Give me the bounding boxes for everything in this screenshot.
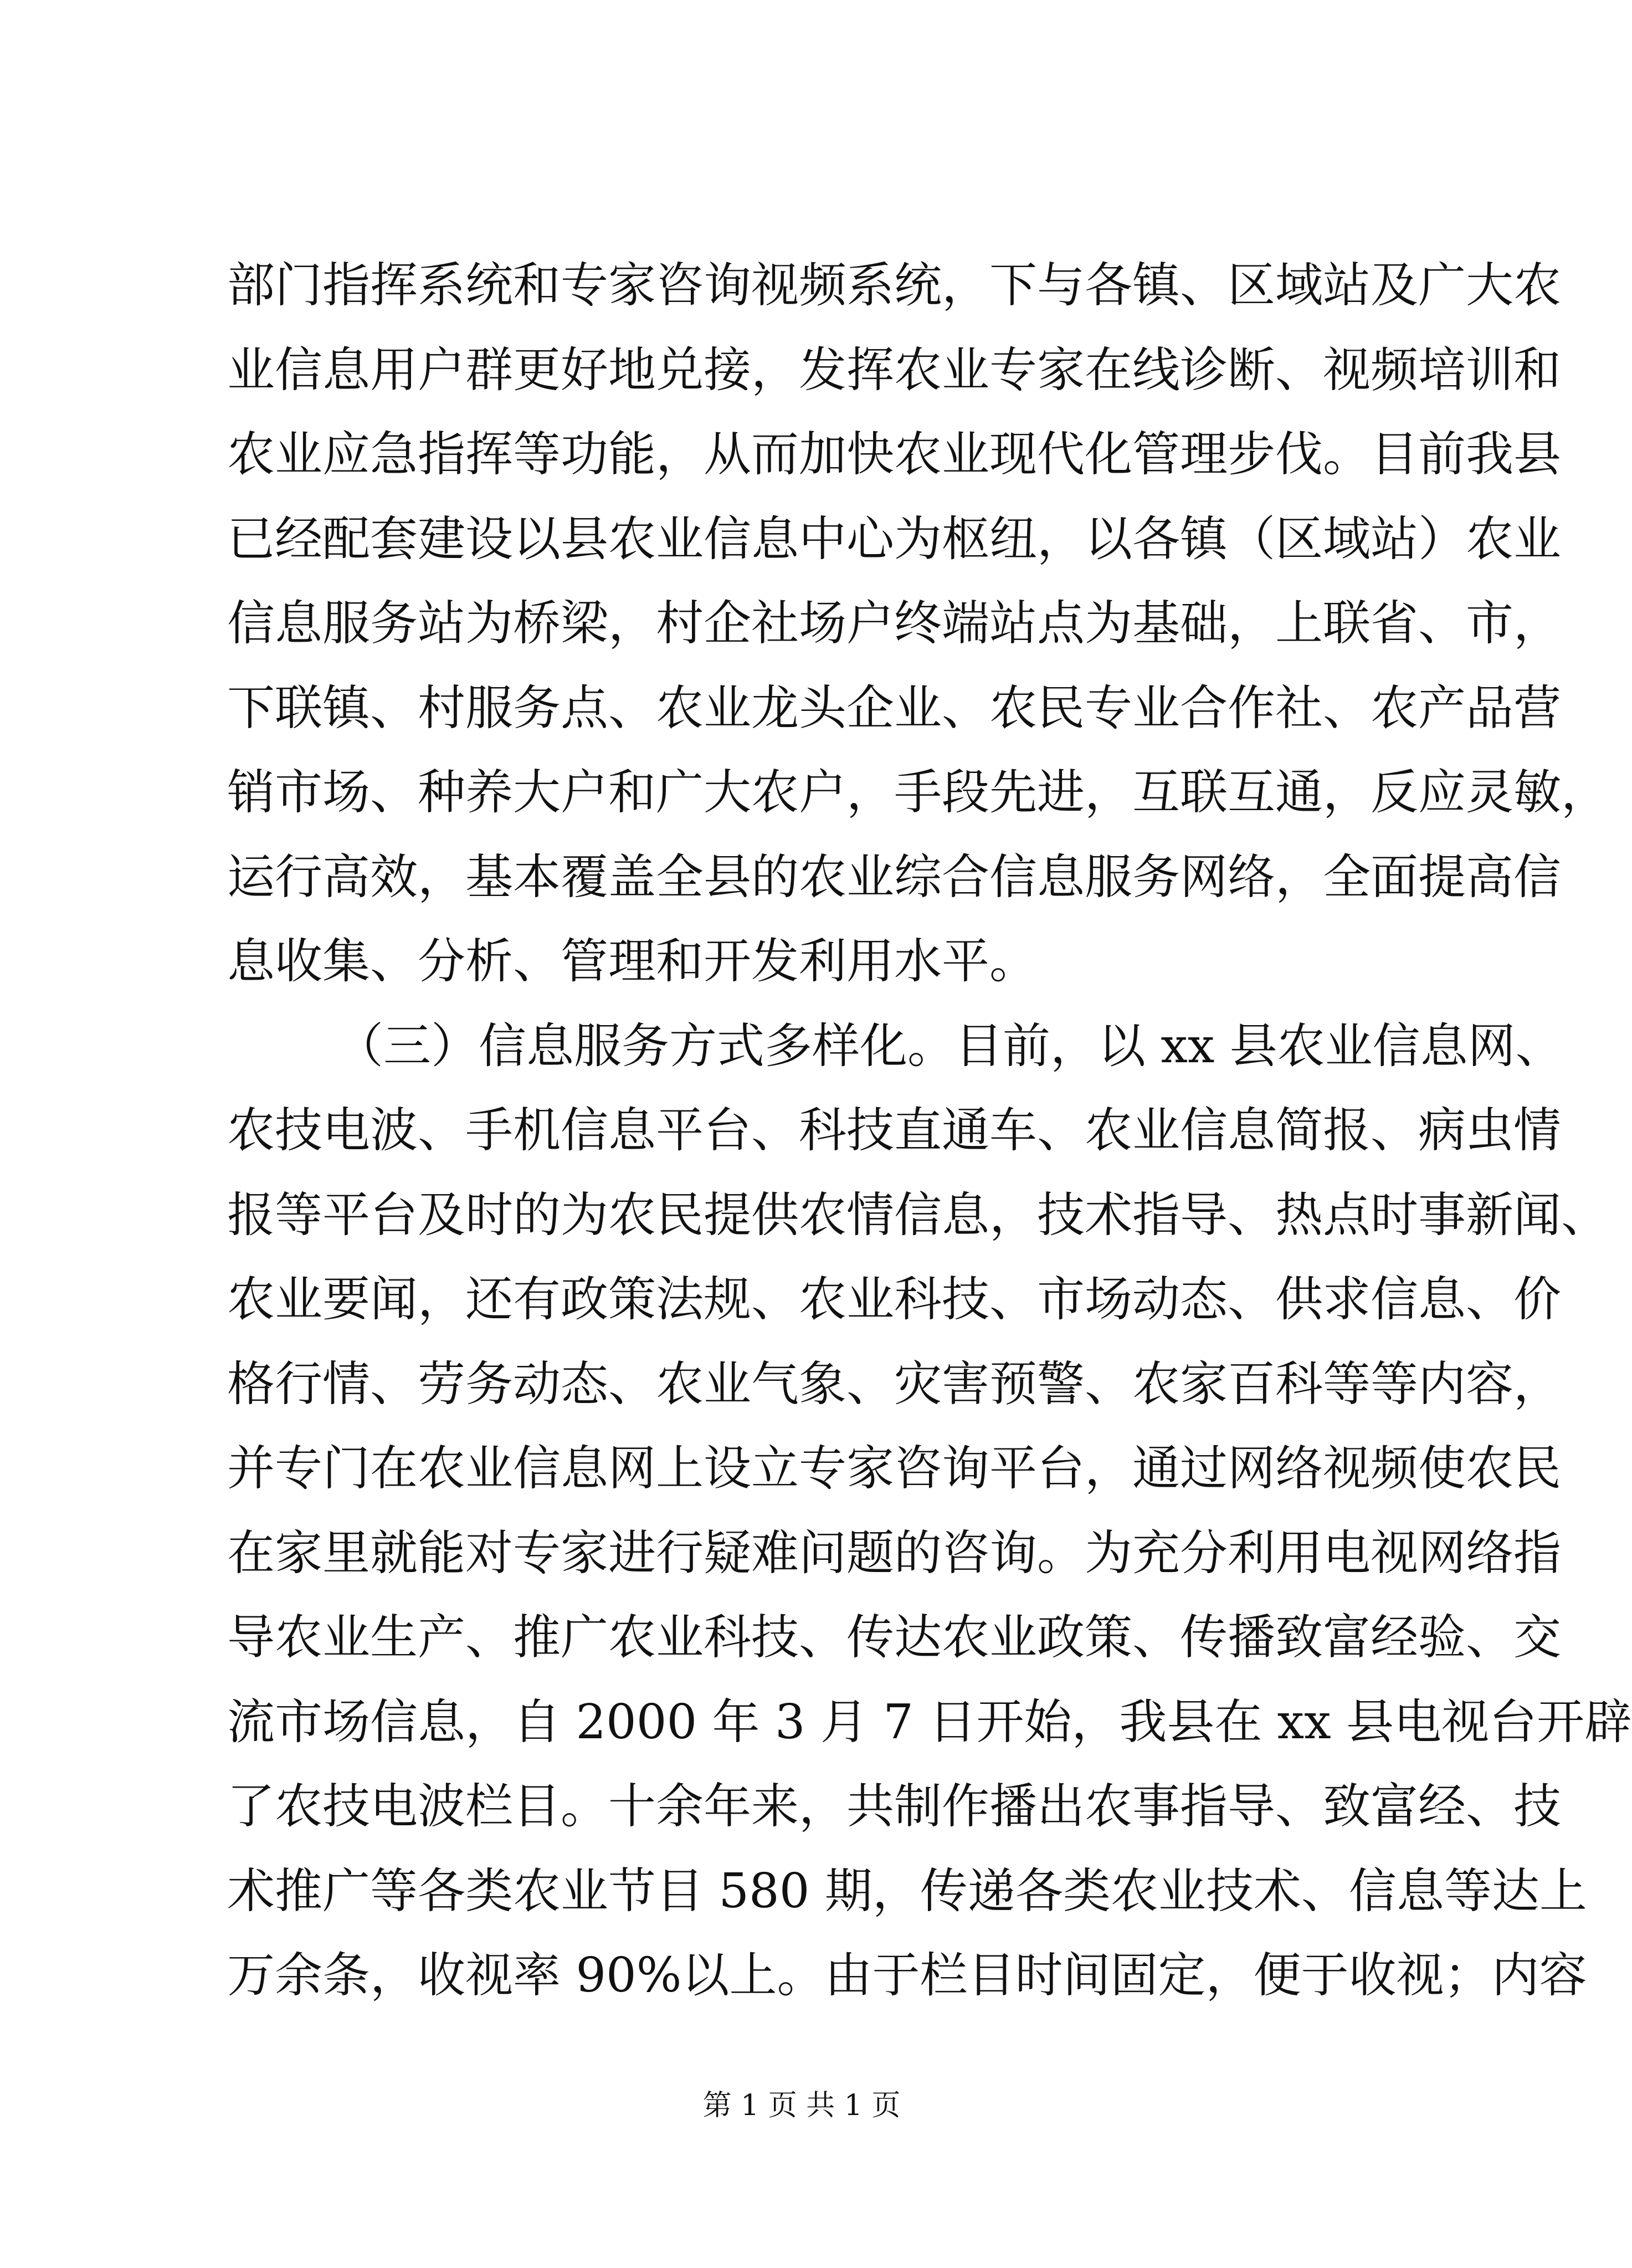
text-line: 了农技电波栏目。十余年来，共制作播出农事指导、致富经、技	[227, 1779, 1561, 1834]
text-line: 农业应急指挥等功能，从而加快农业现代化管理步伐。目前我县	[227, 427, 1561, 482]
text-line: 并专门在农业信息网上设立专家咨询平台，通过网络视频使农民	[227, 1441, 1561, 1496]
text-line: 业信息用户群更好地兑接，发挥农业专家在线诊断、视频培训和	[227, 342, 1561, 398]
text-line: 导农业生产、推广农业科技、传达农业政策、传播致富经验、交	[227, 1610, 1561, 1665]
text-line: 信息服务站为桥梁，村企社场户终端站点为基础，上联省、市，	[227, 596, 1561, 651]
text-line: 农业要闻，还有政策法规、农业科技、市场动态、供求信息、价	[227, 1272, 1561, 1327]
text-line: 流市场信息，自 2000 年 3 月 7 日开始，我县在 xx 县电视台开辟	[227, 1694, 1632, 1750]
text-line: 万余条，收视率 90%以上。由于栏目时间固定，便于收视；内容	[227, 1948, 1587, 2003]
text-line: 农技电波、手机信息平台、科技直通车、农业信息简报、病虫情	[227, 1103, 1561, 1158]
section-heading-line: （三）信息服务方式多样化。目前，以 xx 县农业信息网、	[336, 1018, 1563, 1074]
page-footer: 第 1 页 共 1 页	[702, 2089, 901, 2122]
text-line: 销市场、种养大户和广大农户，手段先进，互联互通，反应灵敏，	[227, 765, 1609, 820]
text-line: 下联镇、村服务点、农业龙头企业、农民专业合作社、农产品营	[227, 680, 1561, 736]
text-line: 报等平台及时的为农民提供农情信息，技术指导、热点时事新闻、	[227, 1187, 1609, 1243]
text-line: 在家里就能对专家进行疑难问题的咨询。为充分利用电视网络指	[227, 1525, 1561, 1581]
text-line: 息收集、分析、管理和开发利用水平。	[227, 934, 1037, 989]
text-line: 部门指挥系统和专家咨询视频系统，下与各镇、区域站及广大农	[227, 258, 1561, 313]
text-line: 运行高效，基本覆盖全县的农业综合信息服务网络，全面提高信	[227, 849, 1561, 905]
text-line: 格行情、劳务动态、农业气象、灾害预警、农家百科等等内容，	[227, 1356, 1561, 1412]
text-line: 术推广等各类农业节目 580 期，传递各类农业技术、信息等达上	[227, 1863, 1587, 1919]
text-line: 已经配套建设以县农业信息中心为枢纽，以各镇（区域站）农业	[227, 511, 1561, 567]
